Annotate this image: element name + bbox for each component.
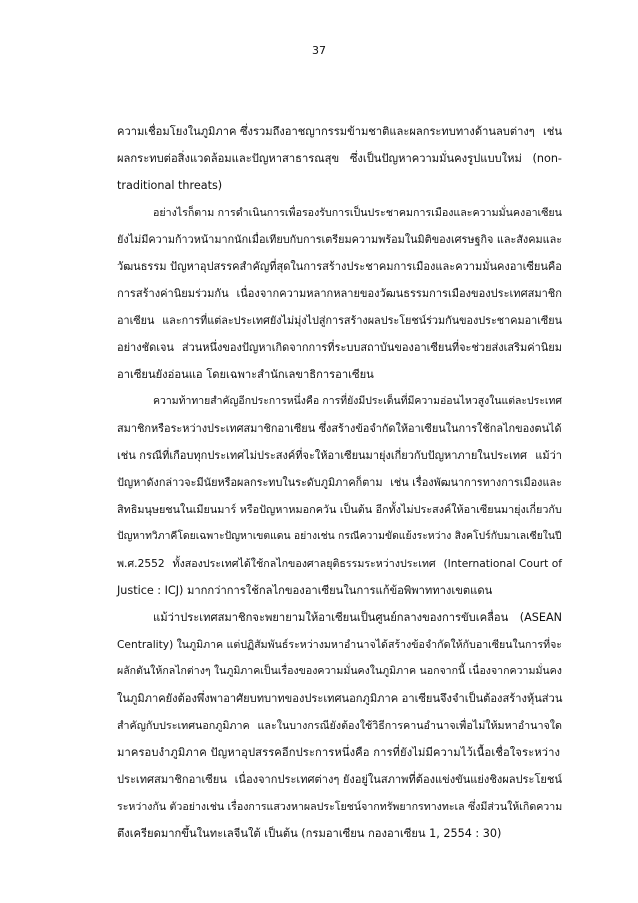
text-segment: Centrality) ในภูมิภาค แต่ปฏิสัมพันธ์ระหว่างมหาอำนาจได้สร้างข้อจำกัดให้กับอาเซียนในการที่จะ: [117, 638, 563, 651]
text-line: [117, 226, 562, 253]
text-segment: อย่างไรก็ตาม การดำเนินการเพื่อรองรับการเป็นประชาคมการเมืองและความมั่นคงอาเซียน: [153, 206, 562, 219]
text-segment: ระหว่างกัน ตัวอย่างเช่น เรื่องการแสวงหาผลประโยชน์จากทรัพยากรทางทะเล ซึ่งมีส่วนให้เกิดความ: [117, 800, 563, 813]
text-line: [117, 253, 562, 280]
text-segment: สำคัญกับประเทศนอกภูมิภาค: [117, 719, 250, 732]
text-segment: ความท้าทายสำคัญอีกประการหนึ่งคือ การที่ยังมีประเด็นที่มีความอ่อนไหวสูงในแต่ละประเทศ: [153, 395, 562, 407]
text-line: [117, 631, 562, 658]
text-line: [117, 334, 562, 361]
text-segment: เช่น กรณีที่เกือบทุกประเทศไม่ประสงค์ที่จะให้อาเซียนมายุ่งเกี่ยวกับปัญหาภายในประเทศ: [117, 449, 528, 462]
text-line: [117, 199, 562, 226]
text-segment: มาครอบงำภูมิภาค ปัญหาอุปสรรคอีกประการหนึ่งคือ การที่ยังไม่มีความไว้เนื้อเชื่อใจระหว่าง: [117, 746, 561, 759]
text-segment: ความเชื่อมโยงในภูมิภาค ซึ่งรวมถึงอาชญากรรมข้ามชาติและผลกระทบทางด้านลบต่างๆ: [117, 125, 535, 138]
text-line: [117, 118, 562, 145]
body-text: [117, 118, 562, 847]
text-segment: เนื่องจากความหลากหลายของวัฒนธรรมการเมืองของประเทศสมาชิก: [236, 287, 562, 300]
text-segment: ผลักดันให้กลไกต่างๆ ในภูมิภาคเป็นเรื่องของความมั่นคงในภูมิภาค นอกจากนี้ เนื่องจากความมั่นคง: [117, 665, 562, 677]
text-segment: สมาชิกหรือระหว่างประเทศสมาชิกอาเซียน ซึ่งสร้างข้อจำกัดให้อาเซียนในการใช้กลไกของตนได้: [117, 422, 562, 435]
text-segment: แม้ว่า: [535, 449, 562, 462]
text-segment: Justice : ICJ) มากกว่าการใช้กลไกของอาเซียนในการแก้ข้อพิพาททางเขตแดน: [117, 584, 493, 597]
text-segment: ปัญหาดังกล่าวจะมีนัยหรือผลกระทบในระดับภูมิภาคก็ตาม: [117, 476, 383, 489]
text-segment: ทั้งสองประเทศได้ใช้กลไกของศาลยุติธรรมระหว่างประเทศ: [172, 557, 436, 570]
text-line: [117, 307, 562, 334]
text-line: [117, 172, 562, 199]
text-line: [117, 388, 562, 415]
text-line: [117, 793, 562, 820]
text-segment: ปัญหาทวิภาคีโดยเฉพาะปัญหาเขตแดน อย่างเช่น กรณีความขัดแย้งระหว่าง สิงคโปร์กับมาเลเซียในปี: [117, 530, 562, 542]
text-line: [117, 280, 562, 307]
text-segment: (non-: [532, 152, 562, 165]
text-segment: วัฒนธรรม ปัญหาอุปสรรคสำคัญที่สุดในการสร้างประชาคมการเมืองและความมั่นคงอาเซียนคือ: [117, 260, 562, 273]
text-line: [117, 415, 562, 442]
text-segment: เนื่องจากประเทศต่างๆ ยังอยู่ในสภาพที่ต้องแข่งขันแย่งชิงผลประโยชน์: [234, 773, 562, 786]
text-line: [117, 739, 562, 766]
text-line: [117, 604, 562, 631]
text-segment: พ.ศ.2552: [117, 557, 165, 570]
text-segment: อย่างชัดเจน: [117, 341, 174, 354]
text-segment: (International Court of: [443, 557, 562, 570]
text-segment: ซึ่งเป็นปัญหาความมั่นคงรูปแบบใหม่: [349, 152, 522, 165]
text-segment: การสร้างค่านิยมร่วมกัน: [117, 287, 229, 300]
text-segment: อาเซียนยังอ่อนแอ โดยเฉพาะสำนักเลขาธิการอาเซียน: [117, 368, 374, 381]
text-line: [117, 712, 562, 739]
text-segment: ตึงเครียดมากขึ้นในทะเลจีนใต้ เป็นต้น (กรมอาเซียน กองอาเซียน 1, 2554 : 30): [117, 827, 502, 840]
text-line: [117, 577, 562, 604]
text-line: [117, 685, 562, 712]
text-line: [117, 523, 562, 550]
text-line: [117, 658, 562, 685]
text-line: [117, 766, 562, 793]
text-segment: ประเทศสมาชิกอาเซียน: [117, 773, 227, 786]
text-line: [117, 442, 562, 469]
text-segment: แม้ว่าประเทศสมาชิกจะพยายามให้อาเซียนเป็นศูนย์กลางของการขับเคลื่อน: [153, 611, 509, 624]
text-segment: เช่น: [543, 125, 562, 138]
text-line: [117, 820, 562, 847]
text-line: [117, 469, 562, 496]
text-segment: ผลกระทบต่อสิ่งแวดล้อมและปัญหาสาธารณสุข: [117, 152, 340, 165]
text-segment: ยังไม่มีความก้าวหน้ามากนักเมื่อเทียบกับการเตรียมความพร้อมในมิติของเศรษฐกิจ และสังคมและ: [117, 233, 563, 246]
text-segment: ในภูมิภาคยังต้องพึ่งพาอาศัยบทบาทของประเทศนอกภูมิภาค อาเซียนจึงจำเป็นต้องสร้างหุ้นส่วน: [117, 692, 563, 705]
text-segment: สิทธิมนุษยชนในเมียนมาร์ หรือปัญหาหมอกควัน เป็นต้น อีกทั้งไม่ประสงค์ให้อาเซียนมายุ่งเกี่ยวกับ: [117, 503, 562, 516]
text-line: [117, 550, 562, 577]
page-number: 37: [312, 44, 326, 57]
text-segment: อาเซียน: [117, 314, 155, 327]
text-segment: เช่น เรื่องพัฒนาการทางการเมืองและ: [390, 476, 562, 489]
text-line: [117, 496, 562, 523]
text-segment: (ASEAN: [519, 611, 562, 624]
text-line: [117, 145, 562, 172]
text-segment: traditional threats): [117, 179, 223, 192]
text-segment: ส่วนหนึ่งของปัญหาเกิดจากการที่ระบบสถาบันของอาเซียนที่จะช่วยส่งเสริมค่านิยม: [181, 341, 562, 354]
text-line: [117, 361, 562, 388]
text-segment: และในบางกรณียังต้องใช้วิธีการคานอำนาจเพื่อไม่ให้มหาอำนาจใด: [257, 719, 562, 732]
text-segment: และการที่แต่ละประเทศยังไม่มุ่งไปสู่การสร้างผลประโยชน์ร่วมกันของประชาคมอาเซียน: [162, 314, 562, 327]
